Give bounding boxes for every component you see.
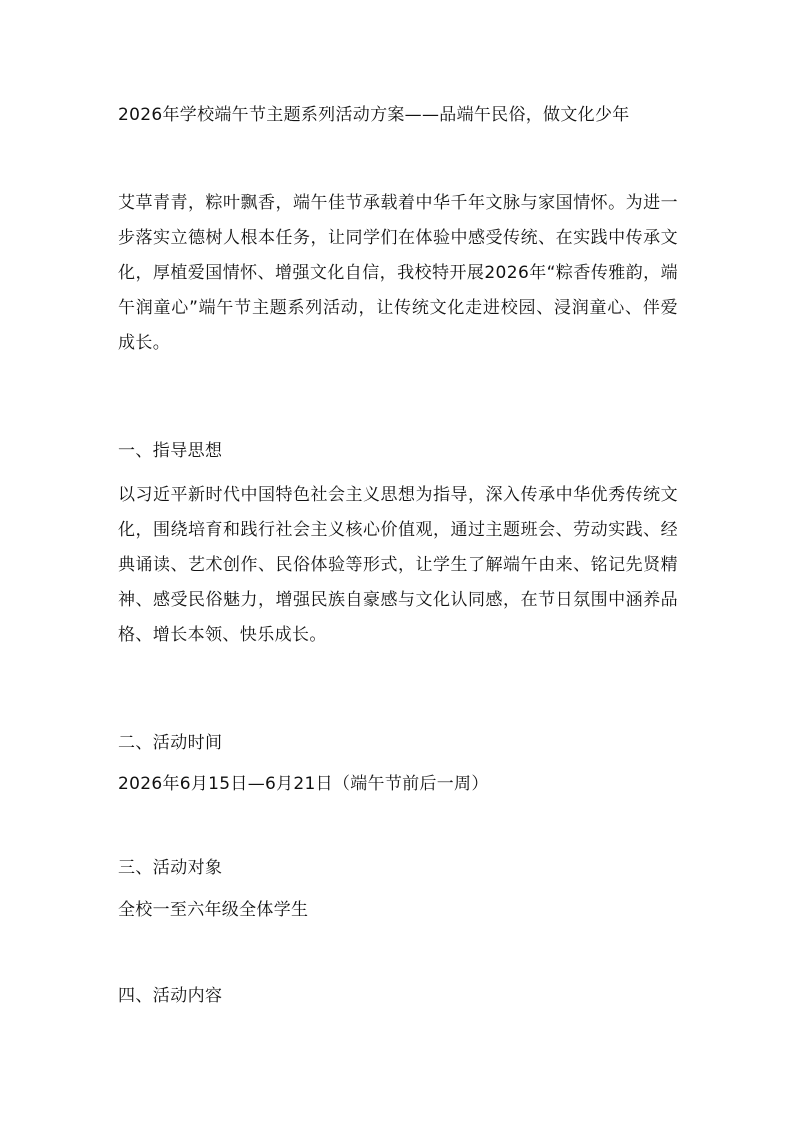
section-body-activity-time: 2026年6月15日—6月21日（端午节前后一周） xyxy=(118,774,489,794)
section-body-activity-target: 全校一至六年级全体学生 xyxy=(118,900,309,920)
section-body-guiding-ideology: 以习近平新时代中国特色社会主义思想为指导，深入传承中华优秀传统文化，围绕培育和践行社会主义核心价值观，通过主题班会、劳动实践、经典诵读、艺术创作、民俗体验等形式，让学生了解端午由来、铭记先贤精神、感受民俗魅力，增强民族自豪感与文化认同感，在节日氛围中涵养品格、增长本领、快乐成长。 xyxy=(118,485,678,645)
section-heading-activity-time: 二、活动时间 xyxy=(118,733,223,753)
section-heading-activity-target: 三、活动对象 xyxy=(118,858,223,878)
section-heading-guiding-ideology: 一、指导思想 xyxy=(118,441,223,461)
intro-paragraph: 艾草青青，粽叶飘香，端午佳节承载着中华千年文脉与家国情怀。为进一步落实立德树人根本任务，让同学们在体验中感受传统、在实践中传承文化，厚植爱国情怀、增强文化自信，我校特开展2026年“粽香传雅韵，端午润童心”端午节主题系列活动，让传统文化走进校园、浸润童心、伴爱成长。 xyxy=(118,193,678,353)
document-title: 2026年学校端午节主题系列活动方案——品端午民俗，做文化少年 xyxy=(118,105,630,125)
section-heading-activity-content: 四、活动内容 xyxy=(118,986,223,1006)
